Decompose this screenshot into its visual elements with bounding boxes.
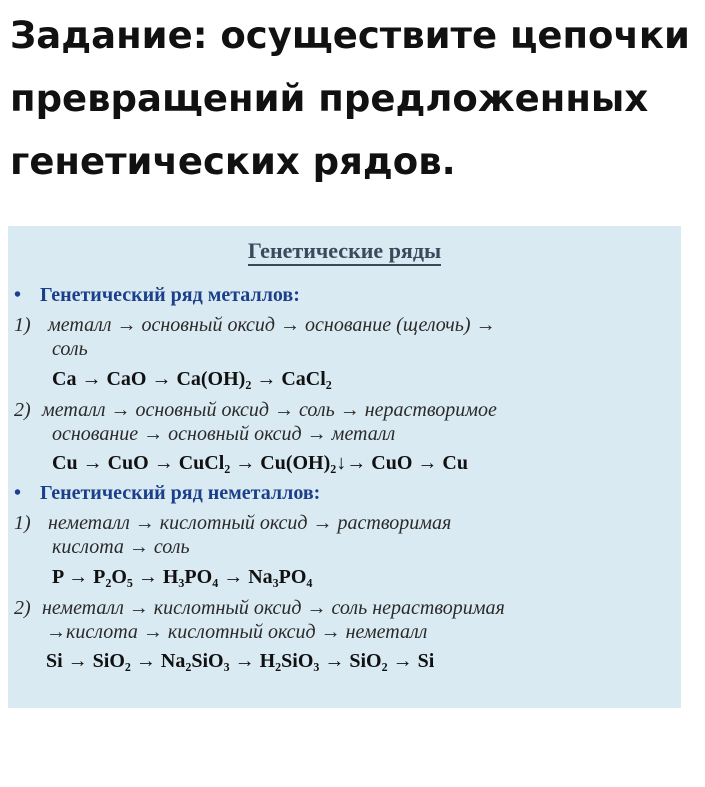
metals-chain2: Cu → CuO → CuCl₂ → Cu(OH)₂↓→ CuO → Cu: [52, 452, 468, 474]
metals-item1-line1: 1) металл → основный оксид → основание (щелочь) →: [14, 314, 496, 336]
nonmetals-item1-line1: 1) неметалл → кислотный оксид → растворимая: [14, 512, 452, 534]
nonmetals-item2-line2: →кислота → кислотный оксид → неметалл: [46, 621, 428, 643]
bullet-icon: •: [14, 482, 22, 504]
nonmetals-item1-line2: кислота → соль: [52, 536, 190, 558]
nonmetals-chain1: P → P₂O₅ → H₃PO₄ → Na₃PO₄: [52, 566, 313, 588]
nonmetals-chain2: Si → SiO₂ → Na₂SiO₃ → H₂SiO₃ → SiO₂ → Si: [46, 650, 435, 672]
nonmetals-header: • Генетический ряд неметаллов:: [8, 482, 320, 505]
card-title: Генетические ряды: [8, 238, 681, 264]
bullet-icon: •: [14, 284, 22, 306]
nonmetals-item2-line1: 2) неметалл → кислотный оксид → соль нерастворимая: [14, 597, 505, 619]
task-heading: Задание: осуществите цепочки превращений предложенных генетических рядов.: [10, 14, 690, 183]
metals-item2-line1: 2) металл → основный оксид → соль → нерастворимое: [14, 399, 497, 421]
metals-item1-line2: соль: [52, 338, 88, 360]
metals-chain1: Ca → CaO → Ca(OH)₂ → CaCl₂: [52, 368, 332, 390]
genetic-series-card: [8, 226, 681, 708]
metals-item2-line2: основание → основный оксид → металл: [52, 423, 396, 445]
metals-header: • Генетический ряд металлов:: [8, 284, 300, 307]
